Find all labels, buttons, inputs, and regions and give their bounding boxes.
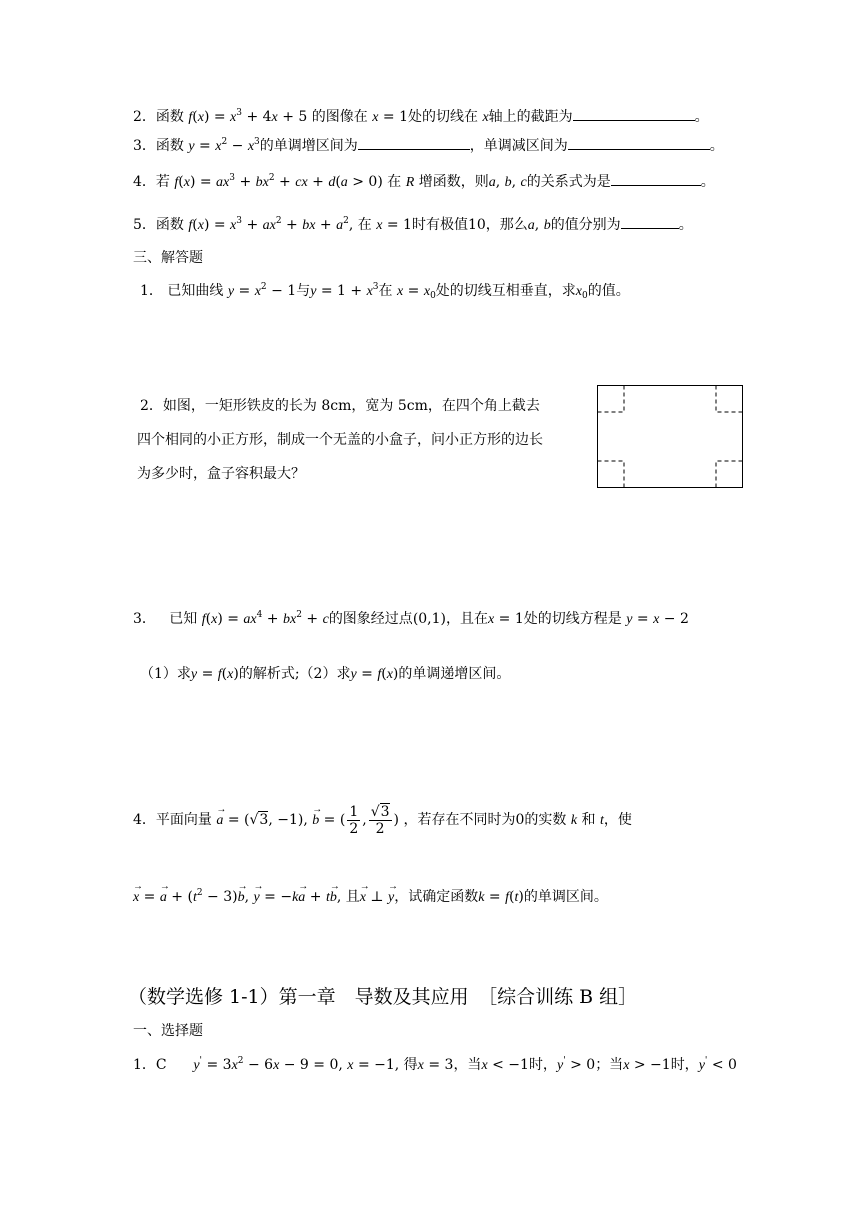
fill-in-question-2: 2．函数 $f(x) = x^3 + 4x + 5$ 的图像在 x = 1处的切线在 x轴上的截距为 。 [133,108,709,125]
rectangle-sheet-figure [597,385,743,488]
solution-question-3-sub: （1）求y = f(x)的解析式;（2）求y = f(x)的单调递增区间。 [140,666,511,682]
solution-question-2-line-2: 四个相同的小正方形，制成一个无盖的小盒子，问小正方形的边长 [137,432,543,448]
answer-blank[interactable] [621,214,679,229]
fill-in-question-4: 4．若 $f(x) = ax^3 + bx^2$ + cx + d(a > 0) 在 R 增函数，则a, b, c的关系式为是 。 [133,173,715,190]
answer-blank[interactable] [573,106,695,121]
solution-question-4: 4．平面向量 → a = (√3, −1), → b = ( $\frac{1}{2}$ , $\frac{√3}{2}$ ) ，若存在不同时为0的实数 k 和 t，使 [133,803,632,838]
solution-question-3: 3． 已知 $f(x) = ax^4 + bx^2 + c$的图象经过点(0,1)，且在x = 1处的切线方程是 y = x − 2 [133,610,689,627]
answer-blank[interactable] [568,135,710,150]
answers-heading: 一、选择题 [133,1023,203,1039]
solution-question-2-line-1: 2．如图，一矩形铁皮的长为 8cm，宽为 5cm，在四个角上截去 [140,398,540,414]
answer-1: 1．C $y' = 3x^2 - 6x - 9 = 0$, x = −1, 得x = 3，当x < −1时，y' > 0；当x > −1时，y' < 0 [133,1056,737,1073]
solution-question-4-line-2: → x = → $a + (t^2 - 3)\to b$, → y = −k→ a + t→ b, 且→ x ⊥ → y，试确定函数k = f(t)的单调区间。 [133,887,608,908]
answer-blank[interactable] [611,171,701,186]
fill-in-question-5: 5．函数 $f(x) = x^3 + ax^2$ + bx + $a^2$, 在 x = 1时有极值10，那么a, b的值分别为 。 [133,216,693,233]
solution-question-1: 1． 已知曲线 $y = x^2 - 1$与$y = 1 + x^3$在 $x = x_0$处的切线互相垂直，求$x_0$的值。 [140,282,630,301]
answers-title: （数学选修 1-1）第一章 导数及其应用 ［综合训练 B 组］ [128,986,638,1008]
answer-blank[interactable] [358,135,470,150]
section-heading: 三、解答题 [133,250,203,266]
fill-in-question-3: 3．函数 $y = x^2 - x^3$的单调增区间为 ，单调减区间为 。 [133,137,724,154]
solution-question-2-line-3: 为多少时，盒子容积最大？ [137,466,305,482]
